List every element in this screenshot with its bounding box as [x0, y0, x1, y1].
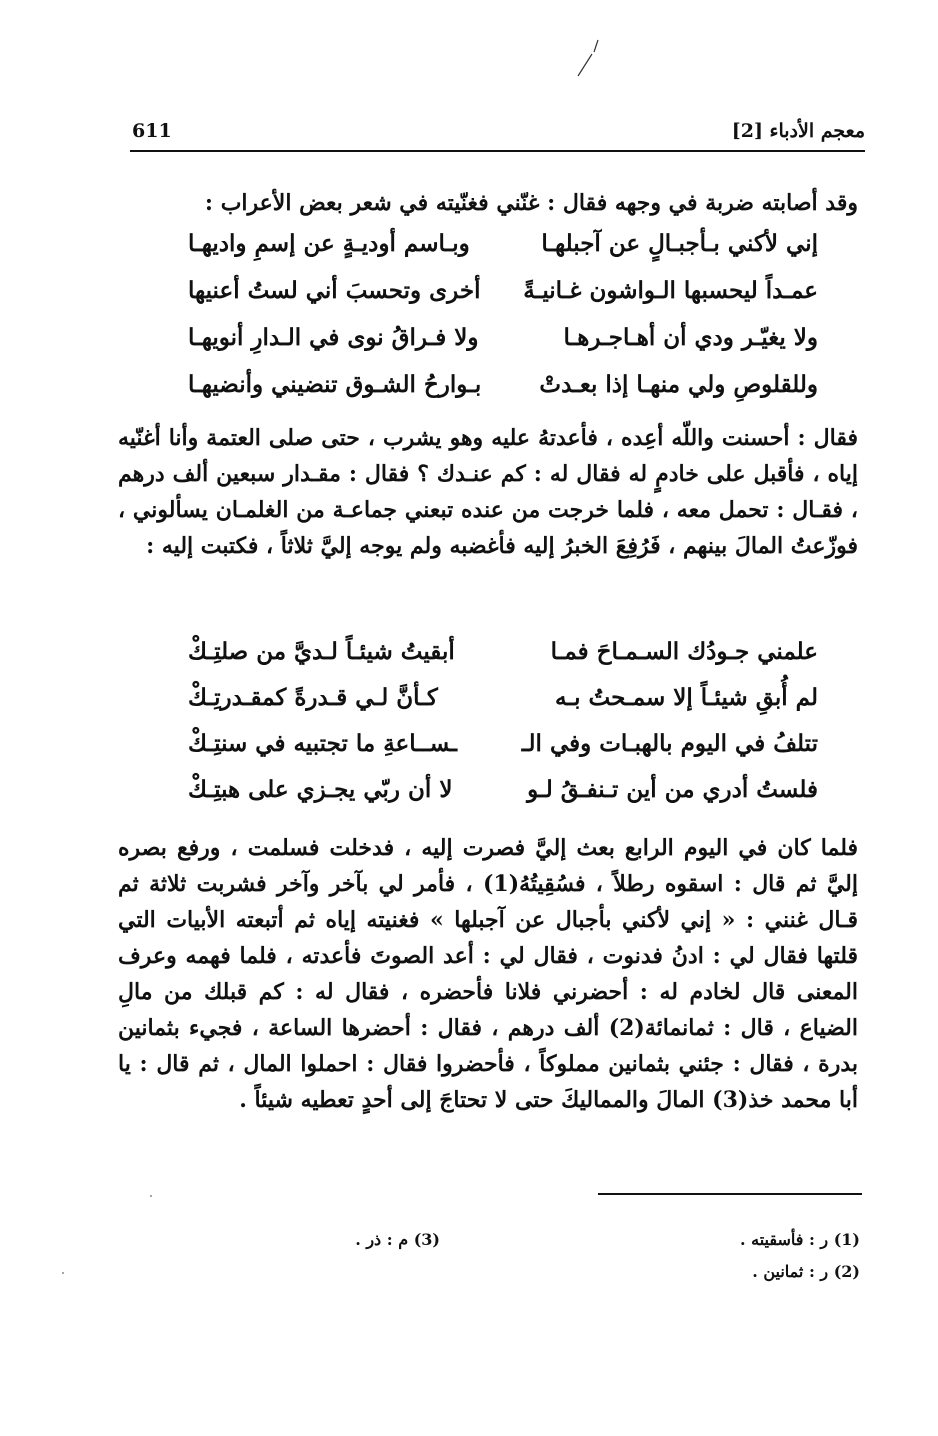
poem2-verse-4 [188, 776, 818, 818]
verse-first-hemistich: لم أُبقِ شيئـاً إلا سمـحتُ بـه [555, 684, 818, 711]
poem1-verse-1 [188, 230, 818, 272]
poem2-verse-1 [188, 638, 818, 680]
verse-first-hemistich: علمني جـودُك السـمـاحَ فمـا [550, 638, 818, 665]
verse-first-hemistich: إني لأكني بـأجبـالٍ عن آجبلهـا [541, 230, 818, 257]
poem1-verse-3 [188, 324, 818, 366]
verse-second-hemistich: ولا فـراقُ نوى في الـدارِ أنويهـا [188, 324, 479, 351]
verse-first-hemistich: ولا يغيّـر ودي أن أهـاجـرهـا [563, 324, 818, 351]
scan-speck [150, 1195, 152, 1197]
page-number: 611 [132, 120, 172, 142]
header-rule [130, 150, 865, 152]
footnote-1: (1) ر : فأسقيته . [739, 1230, 860, 1249]
verse-second-hemistich: أبقيتُ شيئـاً لـديَّ من صلتِـكْ [188, 638, 455, 665]
poem1-verse-4 [188, 371, 818, 413]
verse-second-hemistich: أخرى وتحسبَ أني لستُ أعنيها [188, 277, 481, 304]
poem1-verse-2 [188, 277, 818, 319]
poem2-verse-2 [188, 684, 818, 726]
paragraph-1: فقال : أحسنت واللّه أعِده ، فأعدتهُ عليه وهو يشرب ، حتى صلى العتمة وأنا أغنّيه إياه ، فأقبل على خادمٍ له فقال له : كم عنـدك ؟ فقال : مقـدار سبعين ألف درهم ، فقـال : تحمل معه ، فلما خرجت من عنده تبعني جماعـة من الغلمـان يسألوني ، فوزّعتُ المالَ بينهم ، فَرُفِعَ الخبرُ إليه فأغضبه ولم يوجه إليَّ ثلاثاً ، فكتبت إليه : [118, 425, 858, 559]
intro-line: وقد أصابته ضربة في وجهه فقال : غنّني فغنّيته في شعر بعض الأعراب : [204, 190, 858, 216]
verse-second-hemistich: وبـاسم أوديـةٍ عن إسمِ واديهـا [188, 230, 470, 257]
poem2-verse-3 [188, 730, 818, 772]
verse-second-hemistich: لا أن ربّي يجـزي على هبتِـكْ [188, 776, 453, 803]
footnote-3: (3) م : ذر . [355, 1230, 440, 1249]
footnote-2: (2) ر : ثمانين . [752, 1262, 860, 1281]
running-title: معجم الأدباء [2] [731, 120, 865, 142]
pen-stroke-mark [570, 38, 610, 83]
footnote-rule [598, 1193, 862, 1195]
verse-first-hemistich: وللقلوصِ ولي منهـا إذا بعـدتْ [539, 371, 818, 398]
page-header [130, 118, 865, 148]
verse-first-hemistich: تتلفُ في اليوم بالهبـات وفي الـ [521, 730, 818, 757]
verse-second-hemistich: ـســاعةِ ما تجتبيه في سنتِـكْ [188, 730, 457, 757]
verse-second-hemistich: بـوارحُ الشـوق تنضيني وأنضيهـا [188, 371, 482, 398]
verse-second-hemistich: كـأنَّ لـي قـدرةً كمقـدرتِـكْ [188, 684, 438, 711]
paragraph-2: فلما كان في اليوم الرابع بعث إليَّ فصرت إليه ، فدخلت فسلمت ، ورفع بصره إليَّ ثم قال : اسقوه رطلاً ، فسُقِيتُهُ(1) ، فأمر لي بآخر وآخر فشربت ثلاثة ثم قـال غنني : « إني لأكني بأجبال عن آجبلها » فغنيته إياه ثم أتبعته الأبيات التي قلتها فقال لي : ادنُ فدنوت ، فقال لي : أعد الصوتَ فأعدته ، فلما فهمه وعرف المعنى قال لخادم له : أحضرني فلانا فأحضره ، فقال له : كم قبلك من مالِ الضياع ، قال : ثمانمائة(2) ألف درهم ، فقال : أحضرها الساعة ، فجيء بثمانين بدرة ، فقال : جئني بثمانين مملوكاً ، فأحضروا فقال : احملوا المال ، ثم قال : يا أبا محمد خذ(3) المالَ والمماليكَ حتى لا تحتاجَ إلى أحدٍ تعطيه شيئاً . [118, 835, 858, 1113]
verse-first-hemistich: فلستُ أدري من أين تـنفـقُ لـو [527, 776, 818, 803]
scan-speck [62, 1272, 64, 1274]
verse-first-hemistich: عمـداً ليحسبها الـواشون غـانيـةً [523, 277, 818, 304]
